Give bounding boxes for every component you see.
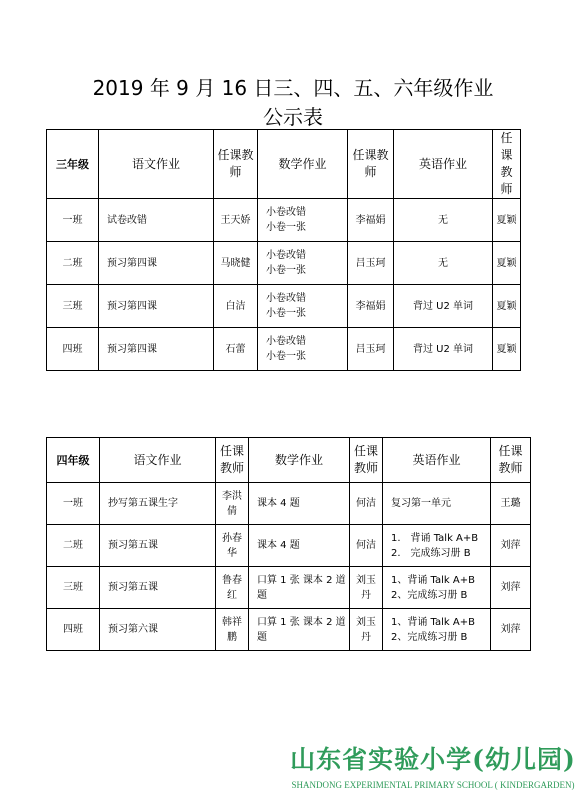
title-line-1: 2019 年 9 月 16 日三、四、五、六年级作业 <box>92 76 494 100</box>
english-line: 1、背诵 Talk A+B <box>391 574 475 586</box>
math-cell: 课本 4 题 <box>249 483 350 525</box>
chinese-header: 语文作业 <box>99 130 214 199</box>
chinese-header: 语文作业 <box>100 438 216 483</box>
teacher-cell: 马晓健 <box>214 242 258 285</box>
teacher-cell: 王璐 <box>491 483 531 525</box>
math-cell <box>258 199 348 242</box>
english-cell: 背过 U2 单词 <box>394 328 493 371</box>
table-row <box>47 285 521 328</box>
title-line-2: 公示表 <box>263 105 323 129</box>
math-line: 小卷一张 <box>266 308 306 319</box>
math-line: 小卷一张 <box>266 351 306 362</box>
teacher-cell: 王天娇 <box>214 199 258 242</box>
math-cell: 口算 1 张 课本 2 道题 <box>249 567 350 609</box>
teacher-header: 任课教师 <box>214 130 258 199</box>
document-title <box>0 74 586 132</box>
teacher-cell: 何洁 <box>350 525 383 567</box>
table-row <box>47 609 531 651</box>
math-line: 小卷改错 <box>266 207 306 218</box>
class-cell: 二班 <box>47 525 100 567</box>
teacher-cell: 刘萍 <box>491 525 531 567</box>
english-line: 2. 完成练习册 B <box>391 547 471 559</box>
math-line: 小卷改错 <box>266 250 306 261</box>
english-line: 2、完成练习册 B <box>391 589 468 601</box>
teacher-cell: 刘玉丹 <box>350 609 383 651</box>
english-cell <box>383 609 491 651</box>
teacher-cell: 石蕾 <box>214 328 258 371</box>
teacher-cell: 白洁 <box>214 285 258 328</box>
teacher-cell: 李福娟 <box>348 199 394 242</box>
math-cell: 课本 4 题 <box>249 525 350 567</box>
teacher-cell: 吕玉珂 <box>348 328 394 371</box>
class-cell: 四班 <box>47 609 100 651</box>
grade-3-homework-table <box>46 129 521 371</box>
english-cell <box>383 525 491 567</box>
chinese-cell: 抄写第五课生字 <box>100 483 216 525</box>
teacher-cell: 刘萍 <box>491 609 531 651</box>
table-header-row <box>47 438 531 483</box>
class-cell: 三班 <box>47 567 100 609</box>
chinese-cell: 预习第四课 <box>99 285 214 328</box>
teacher-cell: 何洁 <box>350 483 383 525</box>
teacher-cell: 鲁春红 <box>216 567 249 609</box>
class-cell: 四班 <box>47 328 99 371</box>
english-cell: 背过 U2 单词 <box>394 285 493 328</box>
teacher-cell: 夏颖 <box>493 199 521 242</box>
table-row <box>47 199 521 242</box>
english-cell: 无 <box>394 199 493 242</box>
grade-4-homework-table <box>46 437 531 651</box>
teacher-cell: 刘玉丹 <box>350 567 383 609</box>
english-cell: 无 <box>394 242 493 285</box>
teacher-header: 任课教师 <box>493 130 521 199</box>
english-line: 1、背诵 Talk A+B <box>391 616 475 628</box>
teacher-header: 任课教师 <box>350 438 383 483</box>
math-cell <box>258 242 348 285</box>
class-cell: 三班 <box>47 285 99 328</box>
teacher-header: 任课教师 <box>348 130 394 199</box>
teacher-cell: 李洪倩 <box>216 483 249 525</box>
class-cell: 二班 <box>47 242 99 285</box>
school-logo <box>285 740 581 796</box>
teacher-cell: 夏颖 <box>493 285 521 328</box>
class-cell: 一班 <box>47 483 100 525</box>
teacher-header: 任课教师 <box>216 438 249 483</box>
english-header: 英语作业 <box>383 438 491 483</box>
teacher-cell: 吕玉珂 <box>348 242 394 285</box>
math-cell: 口算 1 张 课本 2 道题 <box>249 609 350 651</box>
table-row <box>47 242 521 285</box>
school-name-english: SHANDONG EXPERIMENTAL PRIMARY SCHOOL ( KINDERGARDEN) <box>291 780 575 790</box>
chinese-cell: 预习第六课 <box>100 609 216 651</box>
english-cell: 复习第一单元 <box>383 483 491 525</box>
math-header: 数学作业 <box>258 130 348 199</box>
table-row <box>47 483 531 525</box>
class-cell: 一班 <box>47 199 99 242</box>
math-line: 小卷改错 <box>266 293 306 304</box>
table-row <box>47 525 531 567</box>
english-line: 1. 背诵 Talk A+B <box>391 532 479 544</box>
math-cell <box>258 328 348 371</box>
teacher-cell: 夏颖 <box>493 242 521 285</box>
grade-header: 三年级 <box>47 130 99 199</box>
chinese-cell: 预习第五课 <box>100 567 216 609</box>
teacher-cell: 夏颖 <box>493 328 521 371</box>
grade-header: 四年级 <box>47 438 100 483</box>
math-header: 数学作业 <box>249 438 350 483</box>
chinese-cell: 预习第五课 <box>100 525 216 567</box>
school-name-chinese: 山东省实验小学(幼儿园) <box>290 745 576 774</box>
teacher-cell: 刘萍 <box>491 567 531 609</box>
table-row <box>47 567 531 609</box>
english-header: 英语作业 <box>394 130 493 199</box>
table-header-row <box>47 130 521 199</box>
chinese-cell: 预习第四课 <box>99 242 214 285</box>
teacher-header: 任课教师 <box>491 438 531 483</box>
chinese-cell: 试卷改错 <box>99 199 214 242</box>
teacher-cell: 孙春华 <box>216 525 249 567</box>
english-line: 2、完成练习册 B <box>391 631 468 643</box>
table-row <box>47 328 521 371</box>
teacher-cell: 韩祥鹏 <box>216 609 249 651</box>
math-cell <box>258 285 348 328</box>
english-cell <box>383 567 491 609</box>
math-line: 小卷改错 <box>266 336 306 347</box>
math-line: 小卷一张 <box>266 222 306 233</box>
chinese-cell: 预习第四课 <box>99 328 214 371</box>
teacher-cell: 李福娟 <box>348 285 394 328</box>
math-line: 小卷一张 <box>266 265 306 276</box>
